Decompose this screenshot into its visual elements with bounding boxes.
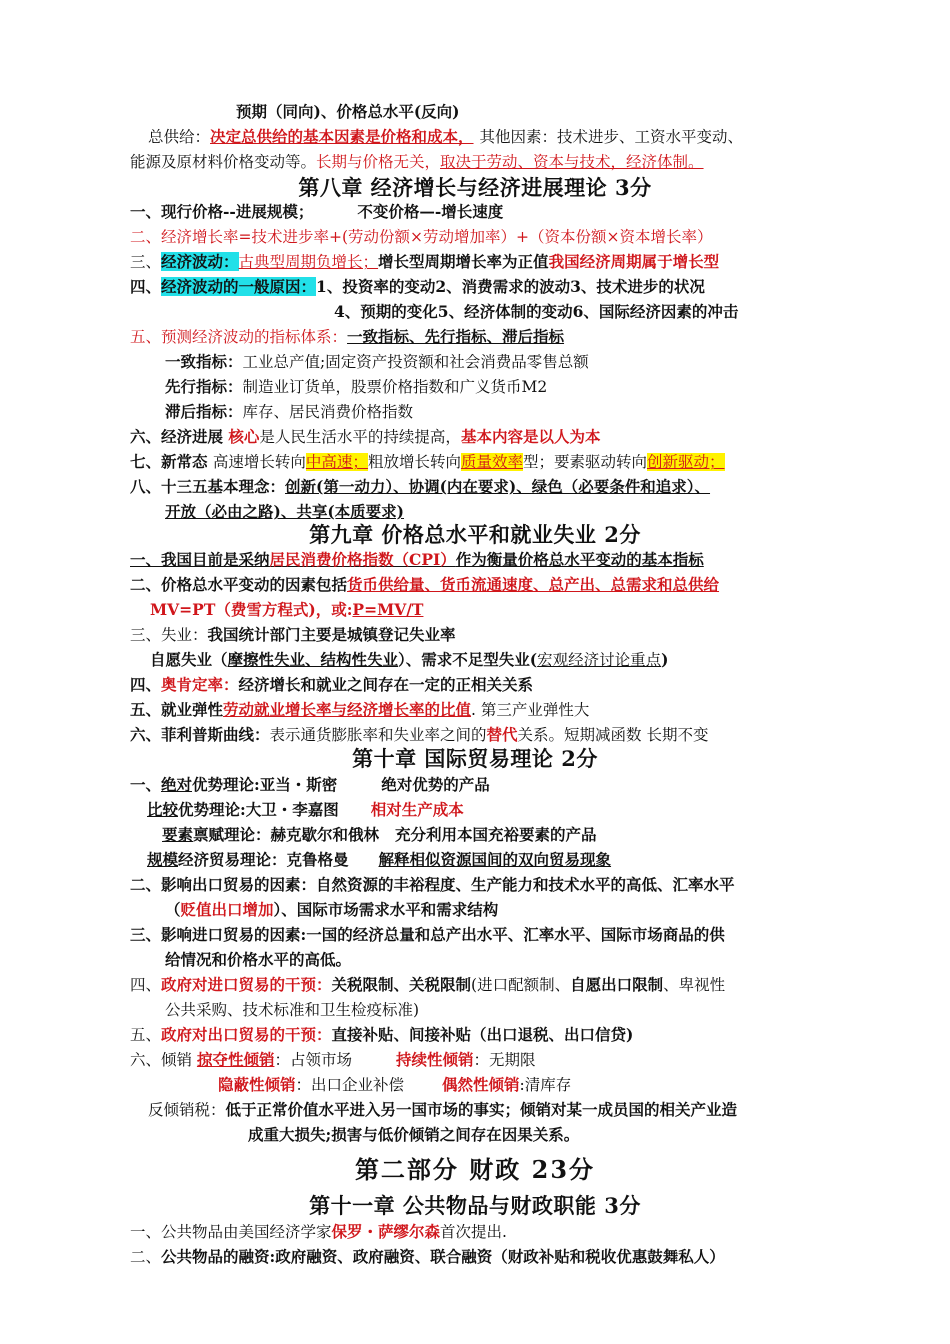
line-9: 五、预测经济波动的指标体系：一致指标、先行指标、滞后指标	[130, 327, 565, 346]
line-20: 三、失业：我国统计部门主要是城镇登记失业率	[130, 625, 456, 644]
line-25: 一、绝对优势理论:亚当・斯密 绝对优势的产品	[130, 775, 490, 794]
line-10: 一致指标：工业总产值;固定资产投资额和社会消费品零售总额	[165, 352, 589, 371]
line-23: 五、就业弹性劳动就业增长率与经济增长率的比值. 第三产业弹性大	[130, 700, 590, 719]
line-26: 比较优势理论:大卫・李嘉图 相对生产成本	[147, 800, 464, 819]
line-17: 一、我国目前是采纳居民消费价格指数（CPI）作为衡量价格总水平变动的基本指标	[130, 550, 704, 569]
line-1: 预期（同向)、价格总水平(反向)	[236, 102, 460, 121]
chapter-11-title: 第十一章 公共物品与财政职能 3分	[309, 1193, 641, 1218]
line-4: 一、现行价格--进展规模； 不变价格—-增长速度	[130, 202, 504, 221]
line-34: 公共采购、技术标准和卫生检疫标准)	[165, 1001, 420, 1019]
line-27: 要素禀赋理论：赫克歇尔和俄林 充分利用本国充裕要素的产品	[162, 825, 597, 844]
line-12: 滞后指标：库存、居民消费价格指数	[165, 402, 414, 421]
line-19: MV=PT（费雪方程式)，或:P=MV/T	[150, 600, 424, 619]
chapter-10-title: 第十章 国际贸易理论 2分	[352, 746, 598, 771]
line-6: 三、经济波动：古典型周期负增长；增长型周期增长率为正值我国经济周期属于增长型	[130, 252, 720, 271]
chapter-9-title: 第九章 价格总水平和就业失业 2分	[309, 522, 641, 547]
line-8: 4、预期的变化5、经济体制的变动6、国际经济因素的冲击	[334, 302, 739, 321]
line-28: 规模经济贸易理论：克鲁格曼 解释相似资源国间的双向贸易现象	[147, 850, 612, 869]
line-40: 一、公共物品由美国经济学家保罗・萨缪尔森首次提出.	[130, 1222, 507, 1241]
line-36: 六、倾销 掠夺性倾销：占领市场 持续性倾销：无期限	[130, 1050, 536, 1069]
line-38: 反倾销税：低于正常价值水平进入另一国市场的事实；倾销对某一成员国的相关产业造	[148, 1100, 738, 1119]
line-31: 三、影响进口贸易的因素:一国的经济总量和总产出水平、汇率水平、国际市场商品的供	[130, 925, 725, 944]
line-39: 成重大损失;损害与低价倾销之间存在因果关系。	[248, 1125, 580, 1144]
line-30: （贬值出口增加）、国际市场需求水平和需求结构	[165, 900, 499, 919]
chapter-8-title: 第八章 经济增长与经济进展理论 3分	[298, 175, 652, 200]
line-33: 四、政府对进口贸易的干预：关税限制、关税限制(进口配额制、自愿出口限制、卑视性	[130, 975, 726, 994]
line-24: 六、菲利普斯曲线：表示通货膨胀率和失业率之间的替代关系。短期减函数 长期不变	[130, 725, 709, 744]
line-14: 七、新常态 高速增长转向中高速；粗放增长转向质量效率型；要素驱动转向创新驱动；	[130, 452, 725, 471]
line-22: 四、奥肯定率：经济增长和就业之间存在一定的正相关关系	[130, 675, 534, 694]
line-15: 八、十三五基本理念：创新(第一动力）、协调(内在要求)、绿色（必要条件和追求）、	[130, 477, 711, 496]
line-11: 先行指标：制造业订货单，股票价格指数和广义货币M2	[165, 377, 548, 396]
line-41: 二、公共物品的融资:政府融资、政府融资、联合融资（财政补贴和税收优惠鼓舞私人）	[130, 1247, 725, 1266]
line-29: 二、影响出口贸易的因素：自然资源的丰裕程度、生产能力和技术水平的高低、汇率水平	[130, 875, 735, 894]
line-16: 开放（必由之路)、共享(本质要求)	[165, 502, 405, 521]
line-7: 四、经济波动的一般原因：1、投资率的变动2、消费需求的波动3、技术进步的状况	[130, 277, 705, 296]
line-35: 五、政府对出口贸易的干预：直接补贴、间接补贴（出口退税、出口信贷)	[130, 1025, 634, 1044]
part-2-title: 第二部分 财政 23分	[354, 1155, 596, 1184]
line-32: 给情况和价格水平的高低。	[165, 950, 352, 969]
line-37: 隐蔽性倾销：出口企业补偿 偶然性倾销:清库存	[218, 1075, 572, 1094]
line-18: 二、价格总水平变动的因素包括货币供给量、货币流通速度、总产出、总需求和总供给	[130, 575, 720, 594]
line-2: 总供给：决定总供给的基本因素是价格和成本， 其他因素：技术进步、工资水平变动、	[148, 127, 744, 146]
line-21: 自愿失业（摩擦性失业、结构性失业）、需求不足型失业(宏观经济讨论重点)	[150, 650, 669, 669]
line-13: 六、经济进展 核心是人民生活水平的持续提高，基本内容是以人为本	[130, 427, 601, 446]
line-3: 能源及原材料价格变动等。长期与价格无关，取决于劳动、资本与技术，经济体制。	[130, 153, 704, 171]
line-5: 二、经济增长率=技术进步率+(劳动份额×劳动增加率）+（资本份额×资本增长率）	[130, 228, 713, 246]
